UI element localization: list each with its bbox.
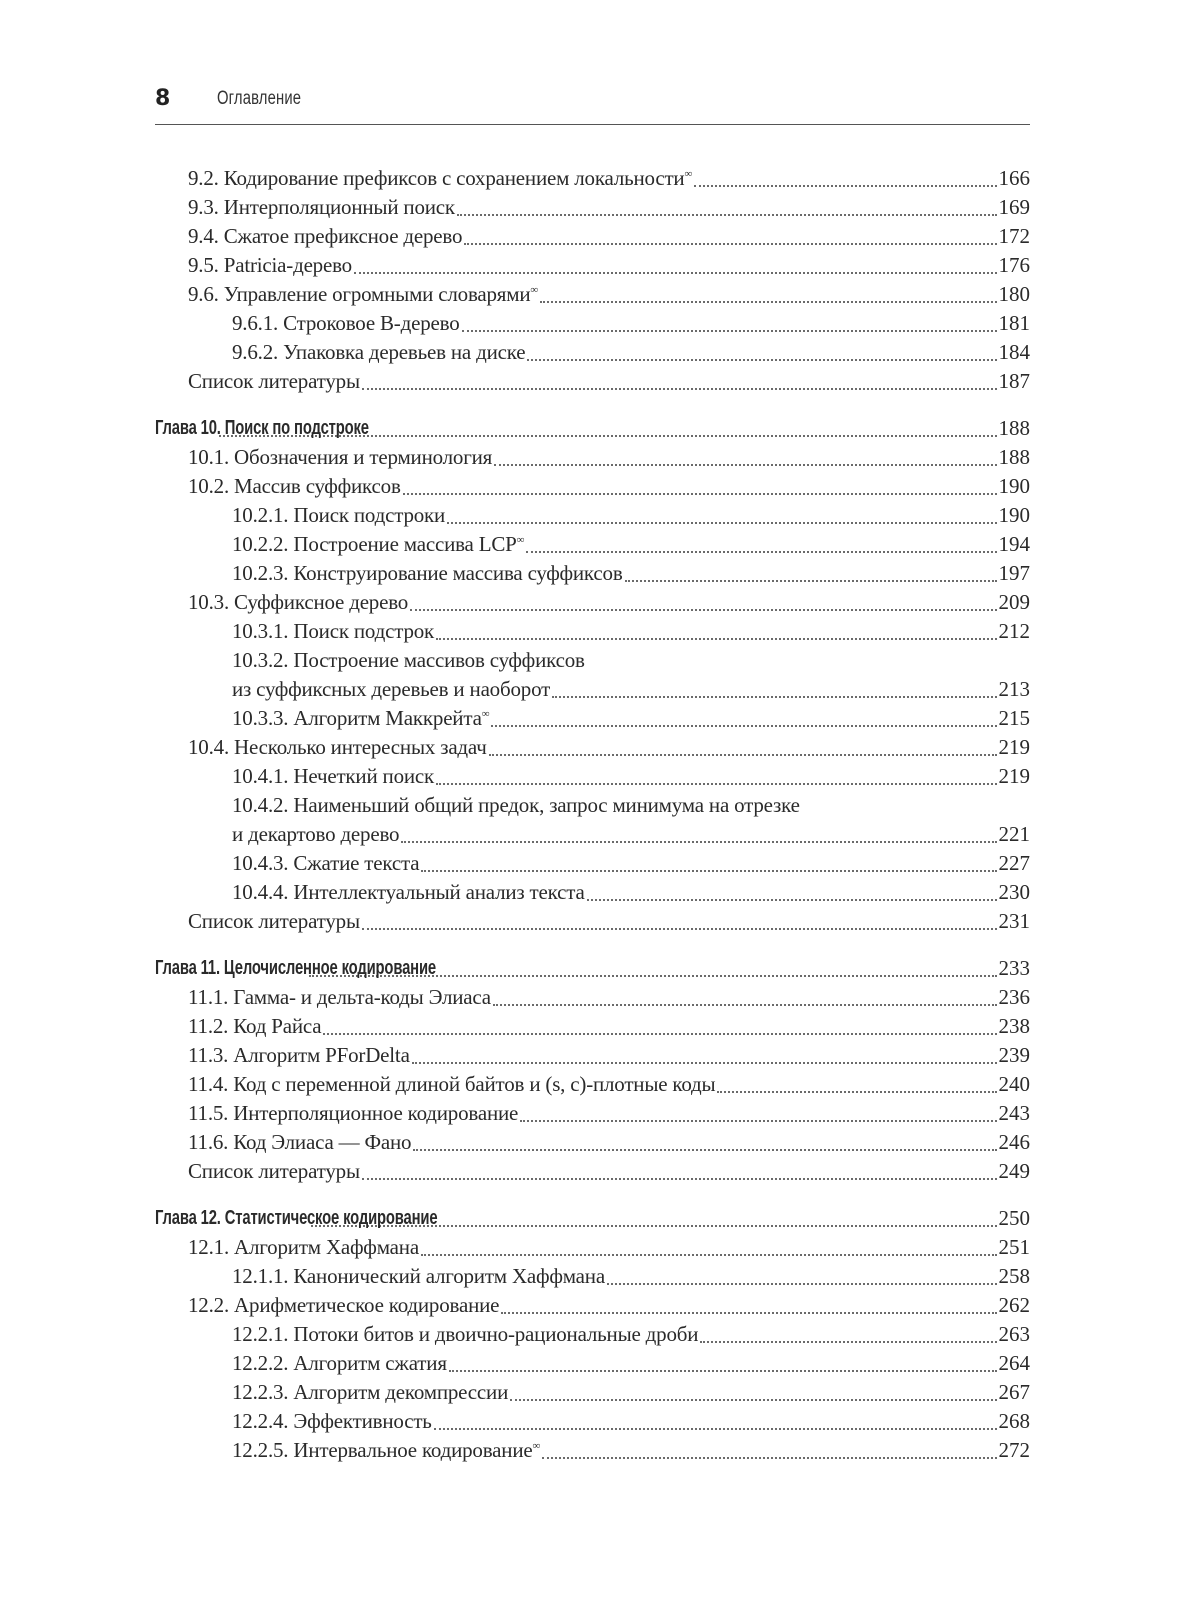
toc-entry-page-number: 169 [998,195,1030,219]
dot-leader [362,928,997,930]
toc-entry[interactable] [155,1128,1030,1157]
toc-entry[interactable] [155,849,1030,878]
toc-entry-title-text: 10.2. Массив суффиксов [188,474,401,498]
toc-entry[interactable] [155,617,1030,646]
toc-entry-page-number: 219 [998,735,1030,759]
dot-leader [434,1428,997,1430]
toc-entry[interactable] [155,367,1030,396]
toc-entry-title-text: Список литературы [188,369,360,393]
toc-entry-title [232,338,525,367]
toc-entry-page-number: 166 [998,166,1030,190]
toc-entry-title [188,1070,715,1099]
dot-leader [401,841,996,843]
toc-entry-title [188,1157,360,1186]
toc-entry-title-text: 11.3. Алгоритм PForDelta [188,1043,410,1067]
toc-entry[interactable] [155,164,1030,193]
toc-entry-title-text: 11.4. Код с переменной длиной байтов и (s, c)-плотные коды [188,1072,716,1096]
toc-entry[interactable] [155,588,1030,617]
toc-entry[interactable] [155,1070,1030,1099]
toc-entry-title-text: Глава 12. Статистическое кодирование [155,1207,438,1229]
toc-entry[interactable] [155,1233,1030,1262]
advanced-topic-mark-icon: ∞ [532,1440,541,1452]
toc-entry-title-text: 9.4. Сжатое префиксное дерево [188,224,463,248]
toc-entry-page-number: 180 [998,282,1030,306]
toc-entry-title-text: 9.6.2. Упаковка деревьев на диске [232,340,526,364]
page-number: 8 [155,86,171,111]
toc-entry-title [232,646,1030,675]
dot-leader [421,870,996,872]
toc-entry-title-text: 9.5. Patricia-дерево [188,253,352,277]
toc-entry-title-text: 9.3. Интерполяционный поиск [188,195,455,219]
toc-entry-page-number: 263 [998,1322,1030,1346]
toc-entry-page-number: 221 [998,822,1030,846]
toc-entry-page-number: 231 [998,909,1030,933]
toc-entry-title [188,1291,499,1320]
toc-entry-title [188,588,408,617]
toc-entry-title [188,907,360,936]
toc-entry-title [232,617,434,646]
dot-leader [412,1062,997,1064]
toc-entry-title [188,733,487,762]
toc-entry-title-text: 10.4.1. Нечеткий поиск [232,764,435,788]
toc-entry-page-number: 188 [998,416,1030,440]
toc-entry-title [232,1349,447,1378]
toc-entry-page-number: 184 [998,340,1030,364]
toc-entry-page-number: 213 [998,677,1030,701]
toc-entry-page-number: 194 [998,532,1030,556]
dot-leader [526,551,996,553]
dot-leader [587,899,997,901]
toc-entry-page-number: 246 [998,1130,1030,1154]
toc-chapter-entry[interactable] [155,414,1030,443]
toc-entry-title [232,1262,605,1291]
toc-entry-title [188,280,538,309]
toc-entry-title [188,1041,410,1070]
dot-leader [436,638,996,640]
toc-entry-page-number: 233 [998,956,1030,980]
dot-leader [510,1399,996,1401]
dot-leader [436,783,996,785]
toc-entry-title [232,1407,432,1436]
toc-entry-page-number: 187 [998,369,1030,393]
toc-entry-page-number: 267 [998,1380,1030,1404]
toc-entry-page-number: 190 [998,474,1030,498]
toc-entry-title [188,193,455,222]
toc-entry[interactable] [155,280,1030,309]
toc-entry[interactable] [155,1157,1030,1186]
toc-entry-title-text: 12.2. Арифметическое кодирование [188,1293,500,1317]
toc-entry-title-text: 12.1. Алгоритм Хаффмана [188,1235,419,1259]
toc-entry-title-text: 12.2.4. Эффективность [232,1409,432,1433]
toc-entry[interactable] [155,193,1030,222]
toc-entry-page-number: 238 [998,1014,1030,1038]
toc-entry-page-number: 272 [998,1438,1030,1462]
dot-leader [501,1312,996,1314]
toc-entry-title [232,675,550,704]
toc-entry-page-number: 176 [998,253,1030,277]
dot-leader [494,464,996,466]
dot-leader [464,243,996,245]
toc-entry-title-text: 10.3.2. Построение массивов суффиксов [232,648,585,672]
toc-entry[interactable] [155,1349,1030,1378]
toc-entry-title [232,530,524,559]
toc-entry-page-number: 212 [998,619,1030,643]
toc-entry-title [188,367,360,396]
toc-entry-title [188,222,462,251]
toc-chapter-entry[interactable] [155,1204,1030,1233]
dot-leader [700,1341,996,1343]
toc-entry[interactable] [155,443,1030,472]
toc-entry-title [232,762,434,791]
toc-entry-title [232,849,419,878]
toc-entry[interactable] [155,472,1030,501]
advanced-topic-mark-icon: ∞ [530,284,539,296]
toc-entry[interactable] [155,1262,1030,1291]
toc-entry[interactable] [155,1378,1030,1407]
toc-entry-page-number: 239 [998,1043,1030,1067]
dot-leader [323,1033,996,1035]
dot-leader [354,272,997,274]
toc-entry-page-number: 240 [998,1072,1030,1096]
toc-entry-page-number: 251 [998,1235,1030,1259]
toc-entry-page-number: 249 [998,1159,1030,1183]
toc-entry[interactable] [155,733,1030,762]
toc-entry-page-number: 262 [998,1293,1030,1317]
advanced-topic-mark-icon: ∞ [481,708,490,720]
dot-leader [491,725,996,727]
toc-entry-title [232,559,623,588]
toc-entry-title [188,164,692,193]
toc-entry[interactable] [155,222,1030,251]
dot-leader [462,330,997,332]
toc-entry-page-number: 172 [998,224,1030,248]
toc-entry-title-text: 11.1. Гамма- и дельта-коды Элиаса [188,985,491,1009]
dot-leader [527,359,996,361]
toc-entry-title [232,878,585,907]
dot-leader [694,185,996,187]
toc-entry-page-number: 219 [998,764,1030,788]
advanced-topic-mark-icon: ∞ [516,534,525,546]
dot-leader [362,1178,997,1180]
toc-entry[interactable] [155,1099,1030,1128]
toc-entry-title [188,1012,321,1041]
toc-entry[interactable] [155,559,1030,588]
toc-entry-title [155,954,436,983]
toc-entry-page-number: 236 [998,985,1030,1009]
toc-entry-title-text: 10.4.4. Интеллектуальный анализ текста [232,880,585,904]
toc-entry[interactable] [155,791,1030,849]
toc-entry-title-text: 10.3. Суффиксное дерево [188,590,409,614]
dot-leader [447,522,996,524]
toc-entry-title [232,1436,540,1465]
dot-leader [520,1120,996,1122]
toc-entry-title [188,983,491,1012]
toc-entry-page-number: 181 [998,311,1030,335]
toc-entry-title [188,1128,411,1157]
toc-entry[interactable] [155,1320,1030,1349]
toc-entry-page-number: 230 [998,880,1030,904]
toc-entry[interactable] [155,1012,1030,1041]
toc-entry-title-text: из суффиксных деревьев и наоборот [232,677,551,701]
toc-entry-title-text: 11.5. Интерполяционное кодирование [188,1101,519,1125]
toc-entry-title [232,791,1030,820]
toc-entry-title [232,704,489,733]
table-of-contents [155,164,1030,1465]
toc-entry[interactable] [155,309,1030,338]
toc-entry-page-number: 190 [998,503,1030,527]
toc-entry-page-number: 243 [998,1101,1030,1125]
toc-entry-title [155,1204,437,1233]
toc-entry-title-text: 12.1.1. Канонический алгоритм Хаффмана [232,1264,605,1288]
dot-leader [410,609,996,611]
toc-entry-page-number: 209 [998,590,1030,614]
toc-chapter-entry[interactable] [155,954,1030,983]
toc-entry-page-number: 227 [998,851,1030,875]
dot-leader [457,214,997,216]
toc-entry-title-text: 10.4.3. Сжатие текста [232,851,420,875]
toc-entry-title-text: 9.6.1. Строковое B-дерево [232,311,460,335]
toc-entry-title-text: 12.2.5. Интервальное кодирование [232,1438,533,1462]
toc-entry-title-text: Список литературы [188,1159,360,1183]
toc-entry-title-text: 10.3.3. Алгоритм Маккрейта [232,706,482,730]
dot-leader [489,754,997,756]
toc-entry-title-text: 10.4.2. Наименьший общий предок, запрос минимума на отрезке [232,793,800,817]
dot-leader [625,580,997,582]
toc-entry-title-text: 9.6. Управление огромными словарями [188,282,531,306]
toc-entry-title-text: Список литературы [188,909,360,933]
dot-leader [403,493,997,495]
toc-entry-title [155,414,369,443]
toc-entry-title-text: 12.2.2. Алгоритм сжатия [232,1351,447,1375]
toc-entry-title-text: Глава 11. Целочисленное кодирование [155,957,436,979]
toc-entry-page-number: 264 [998,1351,1030,1375]
dot-leader [552,696,996,698]
dot-leader [717,1091,996,1093]
toc-entry-title-text: 10.2.3. Конструирование массива суффиксов [232,561,623,585]
toc-entry[interactable] [155,983,1030,1012]
toc-entry-title-text: и декартово дерево [232,822,400,846]
toc-entry[interactable] [155,1041,1030,1070]
toc-entry-title [188,443,492,472]
toc-entry-title [232,1378,508,1407]
toc-entry[interactable] [155,251,1030,280]
toc-entry-title-text: Глава 10. Поиск по подстроке [155,417,369,439]
toc-entry-page-number: 215 [998,706,1030,730]
toc-entry-page-number: 250 [998,1206,1030,1230]
toc-entry-title-text: 9.2. Кодирование префиксов с сохранением локальности [188,166,685,190]
toc-entry-title-text: 10.2.1. Поиск подстроки [232,503,446,527]
toc-entry[interactable] [155,501,1030,530]
dot-leader [493,1004,997,1006]
toc-entry-title [188,472,401,501]
toc-entry-page-number: 197 [998,561,1030,585]
page-header [155,84,1030,125]
dot-leader [413,1149,996,1151]
toc-entry-title [232,1320,698,1349]
toc-entry-title [188,251,352,280]
toc-entry-title-text: 11.6. Код Элиаса — Фано [188,1130,412,1154]
toc-entry-title-text: 10.3.1. Поиск подстрок [232,619,435,643]
advanced-topic-mark-icon: ∞ [684,168,693,180]
toc-entry[interactable] [155,704,1030,733]
dot-leader [421,1254,997,1256]
toc-entry-title [232,309,460,338]
toc-entry-title-text: 10.4. Несколько интересных задач [188,735,487,759]
dot-leader [607,1283,997,1285]
toc-entry[interactable] [155,878,1030,907]
toc-entry[interactable] [155,1407,1030,1436]
dot-leader [362,388,997,390]
toc-entry-page-number: 258 [998,1264,1030,1288]
toc-entry[interactable] [155,530,1030,559]
toc-entry[interactable] [155,1436,1030,1465]
toc-entry-title-text: 10.2.2. Построение массива LCP [232,532,517,556]
toc-entry[interactable] [155,907,1030,936]
toc-entry-title-text: 12.2.1. Потоки битов и двоично-рациональные дроби [232,1322,699,1346]
toc-entry-title-text: 10.1. Обозначения и терминология [188,445,493,469]
toc-entry[interactable] [155,338,1030,367]
toc-entry-title [188,1099,518,1128]
dot-leader [542,1457,996,1459]
toc-entry-title [232,820,399,849]
toc-entry-title-text: 11.2. Код Райса [188,1014,322,1038]
toc-entry-title [232,501,445,530]
dot-leader [449,1370,997,1372]
dot-leader [540,301,996,303]
running-title: Оглавление [217,88,302,109]
toc-entry[interactable] [155,1291,1030,1320]
toc-entry-title-text: 12.2.3. Алгоритм декомпрессии [232,1380,509,1404]
toc-entry[interactable] [155,762,1030,791]
toc-entry-page-number: 188 [998,445,1030,469]
toc-entry[interactable] [155,646,1030,704]
toc-entry-page-number: 268 [998,1409,1030,1433]
toc-entry-title [188,1233,419,1262]
